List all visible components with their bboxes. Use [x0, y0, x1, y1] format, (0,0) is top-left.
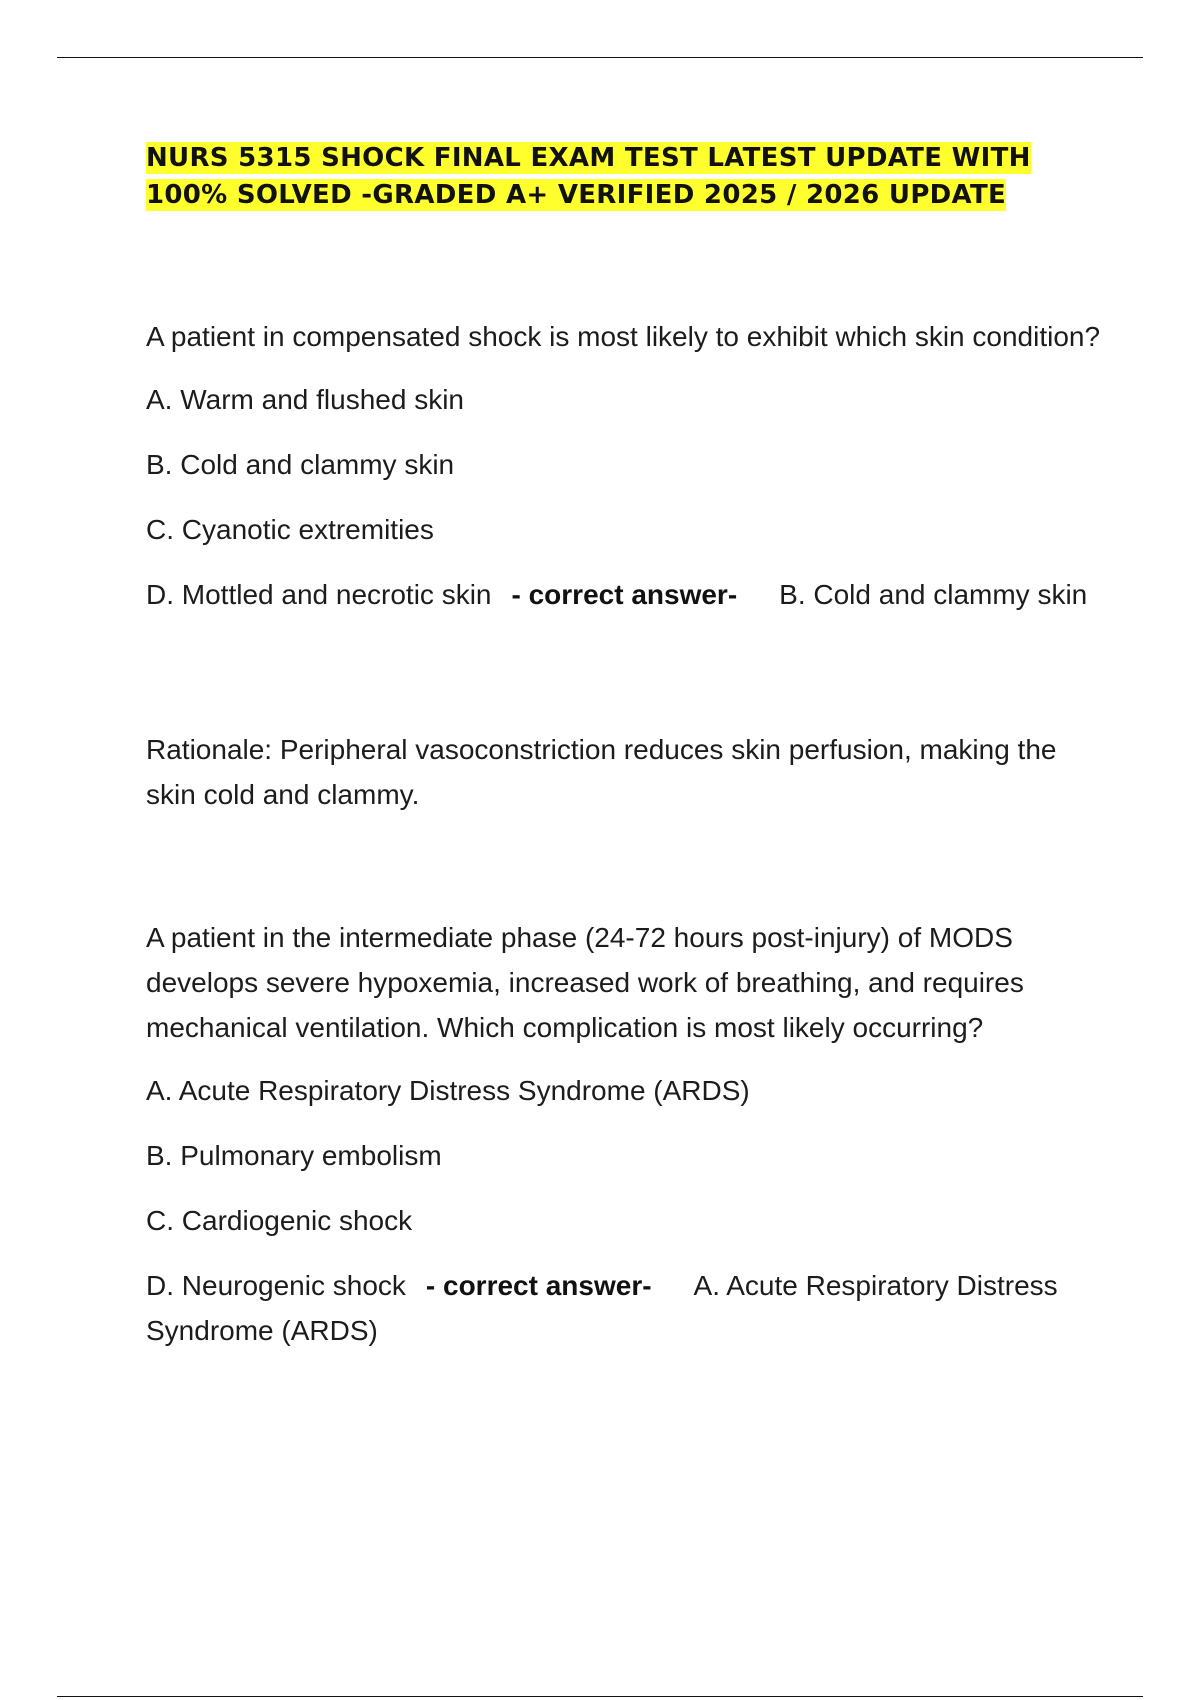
question-2-option-b: B. Pulmonary embolism — [146, 1140, 442, 1171]
question-1-option-a: A. Warm and flushed skin — [146, 384, 464, 415]
question-2 — [146, 915, 1106, 1353]
question-1-answer: B. Cold and clammy skin — [779, 579, 1088, 610]
title-line-1: NURS 5315 SHOCK FINAL EXAM TEST LATEST UPDATE WITH — [146, 143, 1031, 173]
bottom-rule — [57, 1696, 1143, 1697]
question-1-rationale: Rationale: Peripheral vasoconstriction reduces skin perfusion, making the skin cold and clammy. — [146, 734, 1057, 810]
document-title — [146, 140, 1106, 214]
question-1-option-c: C. Cyanotic extremities — [146, 514, 434, 545]
question-2-prompt: A patient in the intermediate phase (24-72 hours post-injury) of MODS develops severe hypoxemia, increased work of breathing, and requires mechanical ventilation. Which complication is most likely occurring? — [146, 922, 1024, 1043]
top-rule — [57, 57, 1143, 58]
question-2-option-d-line — [146, 1263, 1106, 1353]
question-1 — [146, 314, 1106, 817]
question-2-correct-label: - correct answer- — [425, 1270, 652, 1301]
question-1-correct-label: - correct answer- — [511, 579, 738, 610]
question-2-option-a: A. Acute Respiratory Distress Syndrome (ARDS) — [146, 1075, 750, 1106]
question-2-option-c: C. Cardiogenic shock — [146, 1205, 413, 1236]
question-1-option-d: D. Mottled and necrotic skin — [146, 579, 492, 610]
title-line-2: 100% SOLVED -GRADED A+ VERIFIED 2025 / 2026 UPDATE — [146, 180, 1007, 210]
question-2-option-d: D. Neurogenic shock — [146, 1270, 406, 1301]
document-body — [146, 140, 1106, 1353]
question-1-option-d-line — [146, 572, 1106, 617]
question-2-answer: A. Acute Respiratory Distress Syndrome (ARDS) — [146, 1270, 1058, 1346]
question-1-option-b: B. Cold and clammy skin — [146, 449, 455, 480]
question-1-prompt: A patient in compensated shock is most likely to exhibit which skin condition? — [146, 321, 1101, 352]
